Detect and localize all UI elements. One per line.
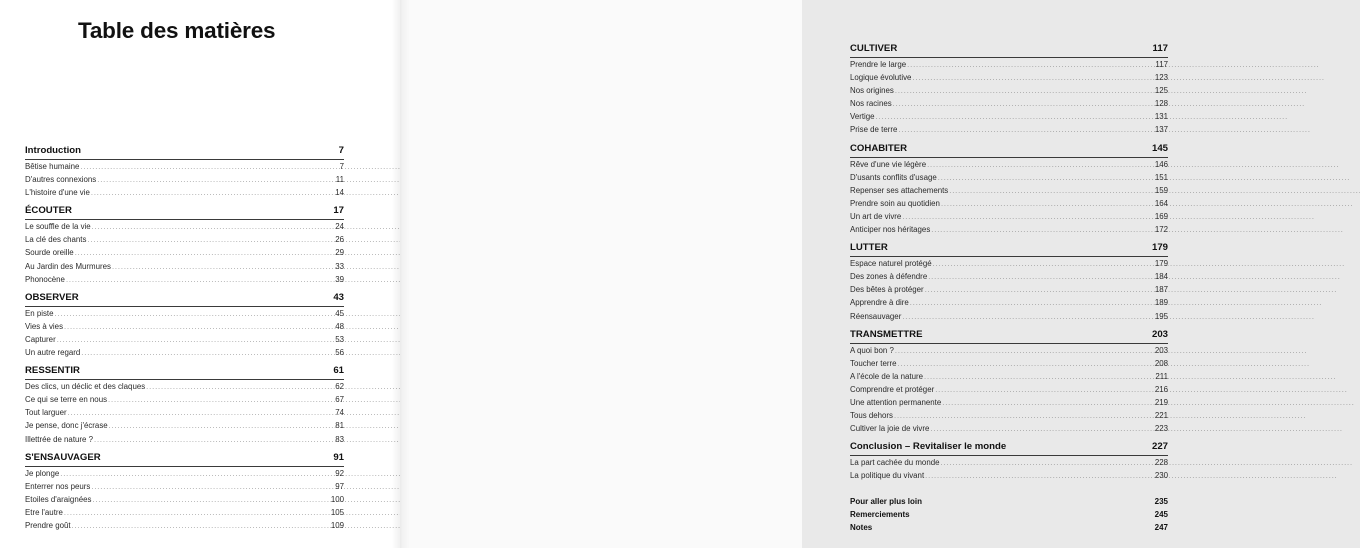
- entry-page-number: 195: [1154, 311, 1168, 321]
- entry-title: Rêve d'une vie légère: [850, 159, 927, 169]
- toc-entry: [25, 162, 344, 175]
- dot-leader: [898, 125, 1153, 134]
- entry-title: Des clics, un déclic et des claques: [25, 382, 146, 392]
- chapter-title: S'ENSAUVAGER: [25, 451, 101, 463]
- toc-entry: [25, 175, 344, 188]
- toc-entry: [850, 458, 1168, 471]
- entry-title: Repenser ses attachements: [850, 185, 949, 195]
- entry-page-number: 62: [335, 382, 344, 392]
- toc-entry: [850, 212, 1168, 225]
- toc-entry: [25, 521, 344, 534]
- entry-title: En piste: [25, 308, 54, 318]
- toc-entry: [850, 73, 1168, 86]
- toc-entry: [25, 421, 344, 434]
- entry-page-number: 223: [1154, 424, 1168, 434]
- entry-page-number: 117: [1155, 60, 1168, 69]
- entry-title: Ce qui se terre en nous: [25, 395, 108, 405]
- toc-entry: [850, 312, 1168, 325]
- chapter-title: ÉCOUTER: [25, 205, 72, 217]
- entry-title: Cultiver la joie de vivre: [850, 424, 930, 434]
- back-matter-page-number: 245: [1154, 510, 1168, 520]
- entry-page-number: 105: [330, 507, 344, 517]
- chapter-page-number: 203: [1151, 328, 1168, 340]
- entry-title: Un art de vivre: [850, 211, 902, 221]
- entry-page-number: 179: [1154, 259, 1168, 269]
- chapter-title: OBSERVER: [25, 291, 79, 303]
- entry-page-number: 56: [335, 348, 344, 358]
- entry-page-number: 7: [339, 162, 344, 171]
- dot-leader: [895, 346, 1154, 355]
- chapter-rule: [25, 379, 344, 380]
- chapter-title: RESSENTIR: [25, 365, 80, 377]
- dot-leader: [64, 508, 330, 517]
- toc-entry: [25, 495, 344, 508]
- entry-title: La clé des chants: [25, 235, 87, 245]
- dot-leader: [112, 262, 334, 271]
- entry-title: Prise de terre: [850, 125, 898, 135]
- entry-title: A quoi bon ?: [850, 345, 894, 355]
- chapter-title: Conclusion – Revitaliser le monde: [850, 441, 1007, 453]
- entry-page-number: 169: [1154, 211, 1168, 221]
- entry-page-number: 53: [335, 334, 344, 344]
- toc-entry: [850, 160, 1168, 173]
- toc-entry: [850, 398, 1168, 411]
- toc-entry: [25, 235, 344, 248]
- entry-title: Nos origines: [850, 86, 894, 96]
- entry-page-number: 33: [335, 261, 344, 271]
- toc-chapter: [850, 441, 1168, 484]
- entry-page-number: 159: [1154, 185, 1168, 195]
- back-matter-page-number: 247: [1154, 522, 1168, 532]
- entry-title: Etoiles d'araignées: [25, 494, 92, 504]
- back-matter-list: [850, 497, 1168, 535]
- chapter-title: CULTIVER: [850, 43, 898, 54]
- entry-title: Un autre regard: [25, 348, 81, 358]
- toc-chapter: [850, 242, 1168, 324]
- dot-leader: [930, 424, 1153, 433]
- toc-entry: [25, 348, 344, 361]
- chapter-rule: [25, 219, 344, 220]
- dot-leader: [68, 408, 335, 417]
- entry-title: Une attention permanente: [850, 397, 942, 407]
- dot-leader: [97, 175, 335, 184]
- entry-page-number: 228: [1154, 458, 1168, 468]
- chapter-page-number: 145: [1151, 142, 1168, 154]
- entry-title: Enterrer nos peurs: [25, 481, 91, 491]
- toc-right-chapters: [850, 43, 1168, 484]
- entry-page-number: 123: [1154, 73, 1168, 83]
- entry-title: Logique évolutive: [850, 73, 912, 83]
- toc-entry: [25, 322, 344, 335]
- entry-title: Des bêtes à protéger: [850, 285, 924, 295]
- toc-entry: [25, 395, 344, 408]
- back-matter-title: Notes: [850, 522, 873, 532]
- page-title: Table des matières: [78, 18, 276, 43]
- entry-page-number: 24: [335, 222, 344, 232]
- toc-entry: [850, 86, 1168, 99]
- chapter-page-number: 117: [1152, 43, 1168, 54]
- back-matter-title: Remerciements: [850, 510, 910, 520]
- toc-entry: [850, 186, 1168, 199]
- entry-page-number: 29: [335, 248, 344, 258]
- entry-title: Espace naturel protégé: [850, 259, 932, 269]
- toc-left-column: [25, 145, 344, 538]
- toc-chapter: [850, 43, 1168, 139]
- toc-entry: [25, 222, 344, 235]
- entry-page-number: 81: [335, 421, 344, 431]
- chapter-title: COHABITER: [850, 142, 908, 154]
- dot-leader: [55, 309, 335, 318]
- entry-page-number: 26: [335, 235, 344, 245]
- entry-title: Bêtise humaine: [25, 162, 80, 171]
- dot-leader: [81, 348, 334, 357]
- dot-leader: [912, 73, 1153, 82]
- entry-page-number: 208: [1154, 358, 1168, 368]
- entry-page-number: 189: [1154, 298, 1168, 308]
- entry-page-number: 146: [1154, 159, 1168, 169]
- chapter-rule: [850, 455, 1168, 456]
- entry-title: Nos racines: [850, 99, 892, 109]
- entry-title: D'autres connexions: [25, 175, 97, 185]
- toc-entry: [850, 359, 1168, 372]
- entry-title: Le souffle de la vie: [25, 222, 91, 232]
- entry-page-number: 203: [1154, 345, 1168, 355]
- entry-page-number: 219: [1154, 397, 1168, 407]
- dot-leader: [57, 335, 335, 344]
- entry-title: Réensauvager: [850, 311, 902, 321]
- entry-page-number: 45: [335, 308, 344, 318]
- chapter-page-number: 7: [338, 145, 344, 156]
- dot-leader: [933, 259, 1154, 268]
- entry-title: Sourde oreille: [25, 248, 74, 258]
- right-page: [400, 0, 1168, 548]
- chapter-rule: [850, 256, 1168, 257]
- toc-entry: [25, 248, 344, 261]
- toc-chapter: [25, 452, 344, 534]
- toc-entry: [850, 173, 1168, 186]
- toc-entry: [850, 346, 1168, 359]
- dot-leader: [94, 435, 334, 444]
- entry-page-number: 164: [1154, 198, 1168, 208]
- dot-leader: [931, 225, 1154, 234]
- entry-title: Etre l'autre: [25, 507, 63, 517]
- entry-page-number: 125: [1154, 86, 1168, 96]
- entry-page-number: 14: [335, 188, 344, 198]
- chapter-page-number: 43: [333, 291, 344, 303]
- toc-entry: [25, 469, 344, 482]
- entry-title: Des zones à défendre: [850, 272, 928, 282]
- dot-leader: [925, 285, 1154, 294]
- chapter-title: Introduction: [25, 145, 81, 156]
- chapter-rule: [850, 57, 1168, 58]
- entry-page-number: 11: [335, 175, 344, 185]
- toc-entry: [850, 385, 1168, 398]
- dot-leader: [60, 469, 334, 478]
- entry-title: Vies à vies: [25, 321, 64, 331]
- entry-page-number: 74: [335, 408, 344, 418]
- entry-title: Prendre goût: [25, 520, 71, 530]
- toc-entry: [850, 225, 1168, 238]
- back-matter-page-number: 235: [1154, 497, 1168, 507]
- toc-entry: [25, 435, 344, 448]
- entry-title: Au Jardin des Murmures: [25, 261, 111, 271]
- dot-leader: [941, 199, 1154, 208]
- chapter-page-number: 227: [1151, 441, 1168, 453]
- dot-leader: [941, 458, 1154, 467]
- entry-title: Capturer: [25, 334, 56, 344]
- entry-page-number: 230: [1154, 471, 1168, 481]
- dot-leader: [924, 372, 1154, 381]
- dot-leader: [92, 222, 335, 231]
- toc-entry: [850, 411, 1168, 424]
- back-matter-entry: [850, 510, 1168, 523]
- back-matter-title: Pour aller plus loin: [850, 497, 923, 507]
- toc-entry: [25, 262, 344, 275]
- entry-title: La politique du vivant: [850, 471, 925, 481]
- entry-page-number: 97: [335, 481, 344, 491]
- toc-entry: [850, 471, 1168, 484]
- toc-entry: [850, 372, 1168, 385]
- dot-leader: [898, 359, 1154, 368]
- entry-page-number: 128: [1154, 99, 1168, 109]
- toc-chapter: [25, 205, 344, 287]
- dot-leader: [75, 248, 335, 257]
- toc-chapter: [25, 365, 344, 447]
- entry-title: Phonocène: [25, 274, 65, 284]
- toc-entry: [25, 408, 344, 421]
- entry-page-number: 187: [1154, 285, 1168, 295]
- dot-leader: [938, 173, 1154, 182]
- dot-leader: [109, 421, 335, 430]
- entry-page-number: 137: [1154, 125, 1168, 135]
- dot-leader: [66, 275, 334, 284]
- dot-leader: [907, 60, 1154, 69]
- dot-leader: [876, 112, 1154, 121]
- chapter-page-number: 179: [1151, 242, 1168, 254]
- chapter-rule: [25, 159, 344, 160]
- entry-page-number: 39: [335, 274, 344, 284]
- entry-page-number: 151: [1154, 172, 1168, 182]
- toc-entry: [850, 112, 1168, 125]
- toc-entry: [25, 275, 344, 288]
- dot-leader: [87, 235, 334, 244]
- dot-leader: [91, 482, 334, 491]
- entry-page-number: 184: [1154, 272, 1168, 282]
- chapter-page-number: 17: [333, 205, 344, 217]
- toc-entry: [850, 259, 1168, 272]
- entry-title: Vertige: [850, 112, 875, 122]
- entry-title: Illettrée de nature ?: [25, 434, 93, 444]
- entry-page-number: 131: [1154, 112, 1168, 122]
- toc-entry: [850, 60, 1168, 73]
- dot-leader: [927, 160, 1154, 169]
- dot-leader: [949, 186, 1154, 195]
- entry-title: La part cachée du monde: [850, 458, 940, 468]
- dot-leader: [928, 272, 1154, 281]
- chapter-title: TRANSMETTRE: [850, 328, 923, 340]
- back-matter-entry: [850, 523, 1168, 536]
- toc-entry: [25, 188, 344, 201]
- dot-leader: [92, 495, 329, 504]
- chapter-page-number: 61: [333, 365, 344, 377]
- entry-page-number: 48: [335, 321, 344, 331]
- dot-leader: [942, 398, 1154, 407]
- toc-chapter: [850, 329, 1168, 438]
- toc-entry: [25, 335, 344, 348]
- chapter-rule: [25, 466, 344, 467]
- toc-entry: [25, 382, 344, 395]
- toc-entry: [850, 99, 1168, 112]
- toc-entry: [25, 508, 344, 521]
- dot-leader: [925, 471, 1154, 480]
- entry-title: Anticiper nos héritages: [850, 225, 931, 235]
- dot-leader: [91, 188, 334, 197]
- entry-page-number: 221: [1154, 411, 1168, 421]
- entry-title: Prendre le large: [850, 60, 907, 69]
- entry-page-number: 83: [335, 434, 344, 444]
- toc-entry: [850, 298, 1168, 311]
- chapter-rule: [25, 306, 344, 307]
- entry-title: Tous dehors: [850, 411, 893, 421]
- back-matter-entry: [850, 497, 1168, 510]
- entry-title: Comprendre et protéger: [850, 384, 935, 394]
- entry-title: Apprendre à dire: [850, 298, 909, 308]
- dot-leader: [902, 212, 1154, 221]
- toc-chapter: [850, 143, 1168, 239]
- toc-entry: [850, 285, 1168, 298]
- toc-chapter: [25, 292, 344, 361]
- toc-entry: [850, 199, 1168, 212]
- toc-chapter: [25, 145, 344, 201]
- page-gutter-shadow: [392, 0, 410, 548]
- chapter-title: LUTTER: [850, 242, 888, 254]
- dot-leader: [893, 99, 1154, 108]
- dot-leader: [902, 312, 1154, 321]
- entry-page-number: 216: [1154, 384, 1168, 394]
- entry-page-number: 172: [1154, 225, 1168, 235]
- left-page: [0, 0, 400, 548]
- chapter-page-number: 91: [333, 451, 344, 463]
- entry-page-number: 100: [330, 494, 344, 504]
- entry-title: L'histoire d'une vie: [25, 188, 90, 198]
- entry-title: Je pense, donc j'écrase: [25, 421, 108, 431]
- toc-right-column: [850, 43, 1168, 535]
- dot-leader: [935, 385, 1154, 394]
- dot-leader: [72, 521, 330, 530]
- dot-leader: [80, 162, 338, 171]
- entry-page-number: 92: [335, 468, 344, 478]
- entry-title: D'usants conflits d'usage: [850, 172, 937, 182]
- dot-leader: [895, 86, 1154, 95]
- toc-entry: [25, 482, 344, 495]
- entry-title: Tout larguer: [25, 408, 67, 418]
- toc-entry: [25, 309, 344, 322]
- toc-entry: [850, 272, 1168, 285]
- dot-leader: [910, 298, 1154, 307]
- toc-entry: [850, 125, 1168, 138]
- entry-title: Je plonge: [25, 468, 60, 478]
- toc-entry: [850, 424, 1168, 437]
- dot-leader: [894, 411, 1154, 420]
- entry-title: Toucher terre: [850, 358, 897, 368]
- chapter-rule: [850, 157, 1168, 158]
- chapter-rule: [850, 343, 1168, 344]
- entry-page-number: 109: [330, 520, 344, 530]
- entry-title: A l'école de la nature: [850, 371, 924, 381]
- entry-title: Prendre soin au quotidien: [850, 198, 940, 208]
- entry-page-number: 211: [1155, 371, 1168, 381]
- dot-leader: [146, 382, 334, 391]
- dot-leader: [64, 322, 334, 331]
- entry-page-number: 67: [335, 395, 344, 405]
- dot-leader: [108, 395, 334, 404]
